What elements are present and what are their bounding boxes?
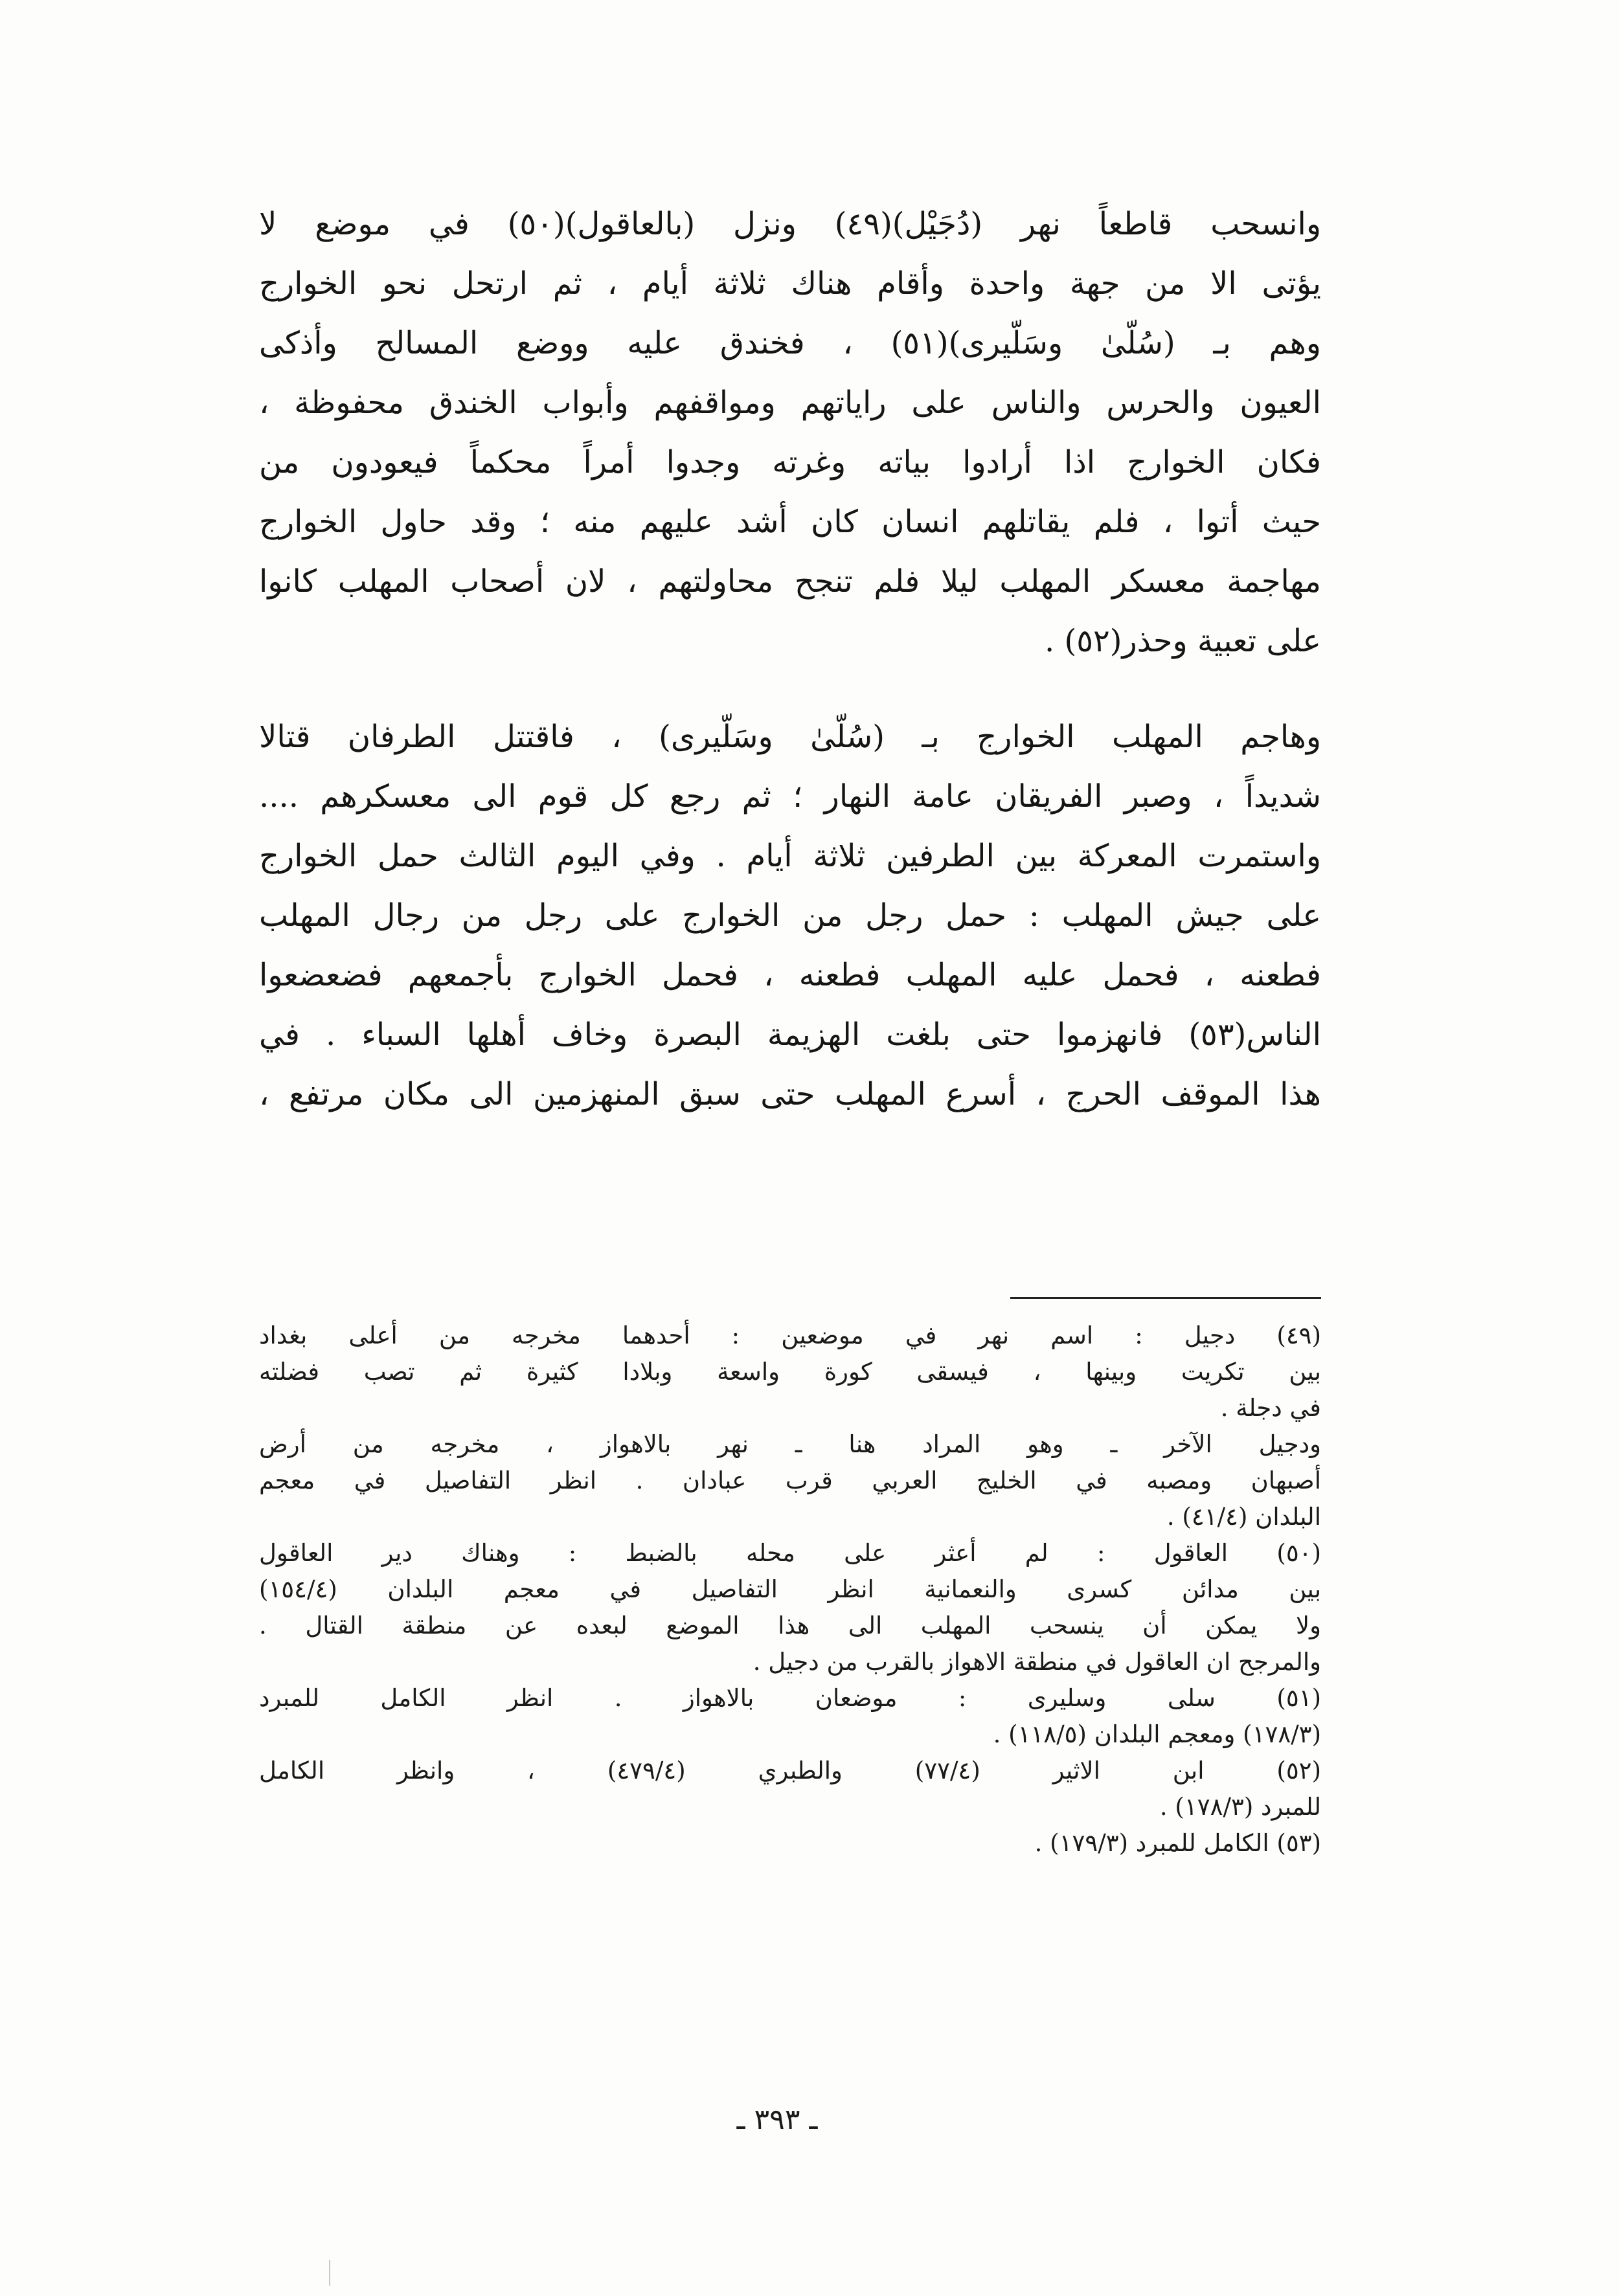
footnote-line: (٤٩) دجيل : اسم نهر في موضعين : أحدهما مخرجه من أعلى بغداد <box>259 1322 1321 1349</box>
body-line: شديداً ، وصبر الفريقان عامة النهار ؛ ثم رجع كل قوم الى معسكرهم .... <box>259 778 1321 815</box>
footnote-line: في دجلة . <box>1220 1394 1321 1422</box>
body-line: الناس(٥٣) فانهزموا حتى بلغت الهزيمة البصرة وخاف أهلها السباء . في <box>259 1017 1321 1053</box>
body-line: حيث أتوا ، فلم يقاتلهم انسان كان أشد عليهم منه ؛ وقد حاول الخوارج <box>259 504 1321 540</box>
body-line: على تعبية وحذر(٥٢) . <box>1044 623 1321 659</box>
scan-edge-mark <box>329 2260 330 2286</box>
footnote-line: البلدان (٤١/٤) . <box>1166 1503 1321 1531</box>
footnote-line: (٥٣) الكامل للمبرد (١٧٩/٣) . <box>1034 1829 1321 1857</box>
footnote-line: والمرجح ان العاقول في منطقة الاهواز بالقرب من دجيل . <box>753 1648 1321 1676</box>
footnote-line: للمبرد (١٧٨/٣) . <box>1159 1793 1321 1821</box>
footnote-51 <box>259 1680 1321 1753</box>
footnote-53 <box>259 1825 1321 1862</box>
body-paragraph-1 <box>259 194 1321 671</box>
body-line: على جيش المهلب : حمل رجل من الخوارج على رجل من رجال المهلب <box>259 897 1321 934</box>
body-line: مهاجمة معسكر المهلب ليلا فلم تنجح محاولتهم ، لان أصحاب المهلب كانوا <box>259 563 1321 600</box>
footnote-line: (٥١) سلى وسليرى : موضعان بالاهواز . انظر الكامل للمبرد <box>259 1684 1321 1712</box>
body-text <box>259 194 1321 1124</box>
footnotes <box>259 1318 1321 1862</box>
footnote-49 <box>259 1318 1321 1426</box>
body-paragraph-2 <box>259 707 1321 1124</box>
footnote-line: ولا يمكن أن ينسحب المهلب الى هذا الموضع لبعده عن منطقة القتال . <box>259 1612 1321 1639</box>
body-line: وهم بـ (سُلّىٰ وسَلّيرى)(٥١) ، فخندق عليه ووضع المسالح وأذكى <box>259 325 1321 361</box>
paragraph-gap <box>259 671 1321 707</box>
body-line: يؤتى الا من جهة واحدة وأقام هناك ثلاثة أيام ، ثم ارتحل نحو الخوارج <box>259 265 1321 302</box>
footnote-50 <box>259 1535 1321 1680</box>
footnote-49-continued <box>259 1426 1321 1535</box>
body-line: وانسحب قاطعاً نهر (دُجَيْل)(٤٩) ونزل (بالعاقول)(٥٠) في موضع لا <box>259 206 1321 242</box>
footnote-line: ودجيل الآخر ـ وهو المراد هنا ـ نهر بالاهواز ، مخرجه من أرض <box>259 1430 1321 1458</box>
body-line: وهاجم المهلب الخوارج بـ (سُلّىٰ وسَلّيرى) ، فاقتتل الطرفان قتالا <box>259 719 1321 755</box>
footnote-line: بين تكريت وبينها ، فيسقى كورة واسعة وبلادا كثيرة ثم تصب فضلته <box>259 1358 1321 1386</box>
body-line: فطعنه ، فحمل عليه المهلب فطعنه ، فحمل الخوارج بأجمعهم فضعضعوا <box>259 957 1321 993</box>
body-line: واستمرت المعركة بين الطرفين ثلاثة أيام . وفي اليوم الثالث حمل الخوارج <box>259 838 1321 874</box>
footnote-52 <box>259 1753 1321 1825</box>
footnote-line: (١٧٨/٣) ومعجم البلدان (١١٨/٥) . <box>993 1720 1321 1748</box>
page-number: ـ ٣٩٣ ـ <box>736 2103 818 2136</box>
body-line: العيون والحرس والناس على راياتهم ومواقفهم وأبواب الخندق محفوظة ، <box>259 385 1321 421</box>
footnote-line: بين مدائن كسرى والنعمانية انظر التفاصيل في معجم البلدان (١٥٤/٤) <box>259 1575 1321 1603</box>
footnote-line: أصبهان ومصبه في الخليج العربي قرب عبادان . انظر التفاصيل في معجم <box>259 1467 1321 1494</box>
footnote-line: (٥٢) ابن الاثير (٧٧/٤) والطبري (٤٧٩/٤) ، وانظر الكامل <box>259 1757 1321 1784</box>
footnote-divider <box>1010 1297 1321 1299</box>
footnote-line: (٥٠) العاقول : لم أعثر على محله بالضبط : وهناك دير العاقول <box>259 1539 1321 1567</box>
body-line: هذا الموقف الحرج ، أسرع المهلب حتى سبق المنهزمين الى مكان مرتفع ، <box>259 1076 1321 1112</box>
body-line: فكان الخوارج اذا أرادوا بياته وغرته وجدوا أمراً محكماً فيعودون من <box>259 444 1321 480</box>
